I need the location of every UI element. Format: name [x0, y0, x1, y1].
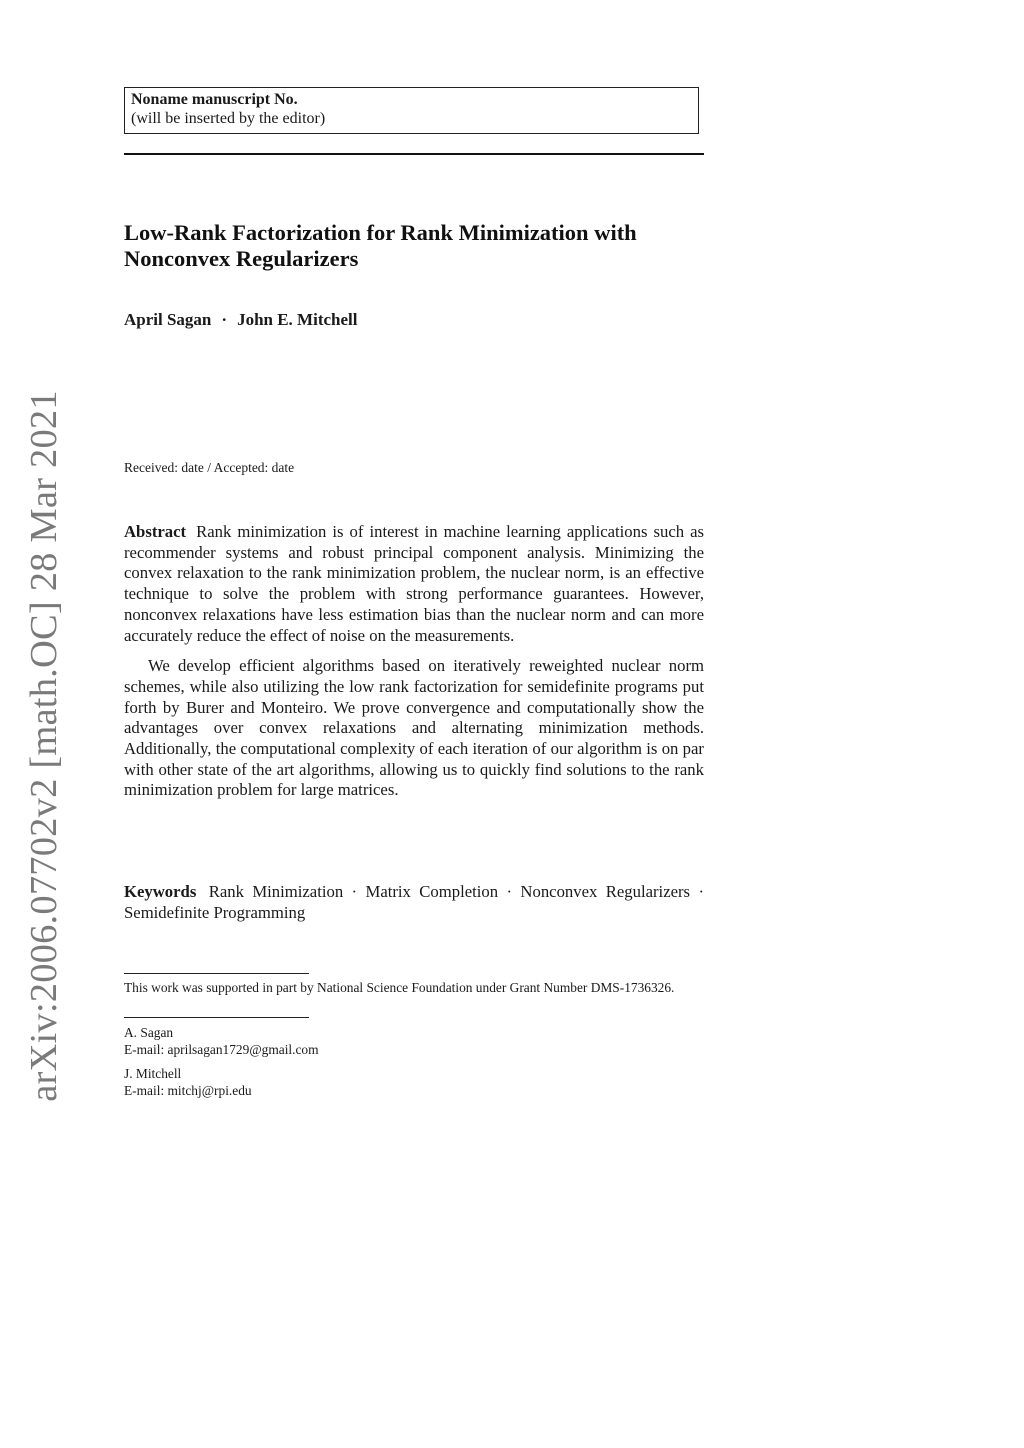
footnote-rule-contacts [124, 1017, 309, 1018]
paper-title [124, 220, 714, 272]
keywords-text: Rank Minimization · Matrix Completion · Nonconvex Regularizers · Semidefinite Programming [124, 882, 704, 922]
title-line-1: Low-Rank Factorization for Rank Minimization with [124, 220, 637, 245]
author-separator: · [221, 310, 228, 329]
abstract-paragraph-2: We develop efficient algorithms based on iteratively reweighted nuclear norm schemes, while also utilizing the low rank factorization for semidefinite programs put forth by Burer and Monteiro. We prove convergence and computationally show the advantages over convex relaxations and alternating minimization methods. Additionally, the computational complexity of each iteration of our algorithm is on par with other state of the art algorithms, allowing us to quickly find solutions to the rank minimization problem for large matrices. [124, 656, 704, 800]
abstract-section [124, 522, 704, 801]
author-list [124, 310, 357, 330]
author-a-name: A. Sagan [124, 1025, 174, 1040]
footnote-rule-funding [124, 973, 309, 974]
manuscript-label: Noname manuscript No. [131, 91, 298, 108]
funding-footnote: This work was supported in part by National Science Foundation under Grant Number DMS-1736326. [124, 980, 675, 995]
manuscript-note: (will be inserted by the editor) [131, 110, 326, 127]
author-second: John E. Mitchell [237, 310, 358, 329]
received-accepted-dates: Received: date / Accepted: date [124, 460, 295, 475]
abstract-paragraph-1 [124, 522, 704, 646]
author-b-email: E-mail: mitchj@rpi.edu [124, 1082, 252, 1098]
author-a-email: E-mail: aprilsagan1729@gmail.com [124, 1041, 319, 1057]
arxiv-identifier-stamp: arXiv:2006.07702v2 [math.OC] 28 Mar 2021 [23, 390, 65, 1102]
keywords-section [124, 882, 704, 923]
author-b-name: J. Mitchell [124, 1066, 182, 1081]
title-line-2: Nonconvex Regularizers [124, 246, 359, 271]
author-a-contact [124, 1025, 704, 1058]
header-rule [124, 153, 704, 155]
manuscript-number-box [124, 87, 699, 134]
author-b-contact [124, 1066, 704, 1099]
keywords-heading: Keywords [124, 882, 197, 901]
author-first: April Sagan [124, 310, 212, 329]
abstract-text-1: Rank minimization is of interest in machine learning applications such as recommender systems and robust principal component analysis. Minimizing the convex relaxation to the rank minimization problem, the nuclear norm, is an effective technique to solve the problem with strong performance guarantees. However, nonconvex relaxations have less estimation bias than the nuclear norm and can more accurately reduce the effect of noise on the measurements. [124, 522, 705, 645]
abstract-heading: Abstract [124, 522, 187, 541]
